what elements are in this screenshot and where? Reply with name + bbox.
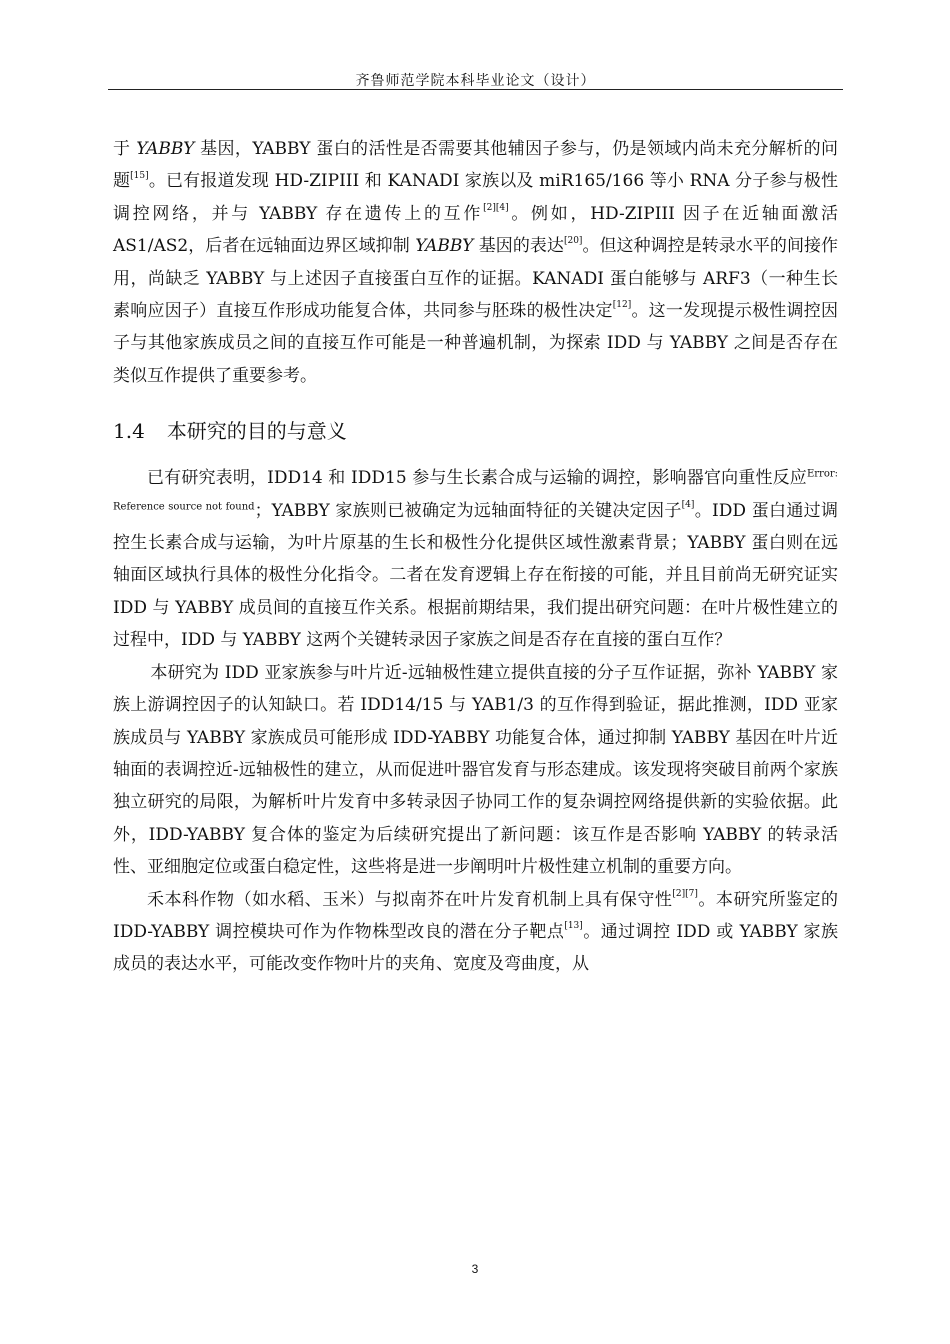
citation: [2][7] (672, 888, 698, 899)
citation: [15] (130, 170, 149, 181)
text-run: 。但这种调控是转录水平的间接作用，尚缺乏 YABBY 与上述因子直接蛋白互作的证据。KANADI 蛋白能够与 ARF3（一种生长素响应因子）直接互作形成功能复合体，共同参与胚珠的极性决定 (113, 236, 839, 322)
paragraph-4 (113, 884, 838, 981)
citation: [4] (681, 500, 695, 510)
citation: [13] (564, 921, 583, 932)
citation: [2][4] (483, 203, 509, 214)
section-heading (113, 416, 838, 446)
paragraph-2 (113, 462, 838, 656)
text-run: 已有研究表明，IDD14 和 IDD15 参与生长素合成与运输的调控，影响器官向重性反应 (147, 468, 807, 489)
text-run: 禾本科作物（如水稻、玉米）与拟南芥在叶片发育机制上具有保守性 (147, 889, 673, 910)
text-run: 于 (113, 139, 131, 159)
running-header: 齐鲁师范学院本科毕业论文（设计） (355, 73, 596, 89)
text-run: 基因，YABBY 蛋白的活性是否需要其他辅因子参与，仍是领域内尚未充分解析的问题 (113, 139, 838, 192)
citation: [12] (612, 300, 632, 311)
section-number: 1.4 (113, 419, 145, 444)
text-run: 。已有报道发现 HD-ZIPIII 和 KANADI 家族以及 miR165/166 等小 RNA 分子参与极性调控网络，并与 YABBY 存在遗传上的互作 (113, 171, 838, 224)
paragraph-1 (113, 133, 838, 392)
text-run: 。这一发现提示极性调控因子与其他家族成员之间的直接互作可能是一种普遍机制，为探索 IDD 与 YABBY 之间是否存在类似互作提供了重要参考。 (113, 301, 839, 386)
text-run: 。IDD 蛋白通过调控生长素合成与运输，为叶片原基的生长和极性分化提供区域性激素背景；YABBY 蛋白则在远轴面区域执行具体的极性分化指令。二者在发育逻辑上存在衔接的可能，并且目前尚无研究证实 IDD 与 YABBY 成员间的直接互作关系。根据前期结果，我们提出研究问题：在叶片极性建立的过程中，IDD 与 YABBY 这两个关键转录因子家族之间是否存在直接的蛋白互作？ (113, 500, 838, 651)
citation: [20] (563, 235, 583, 246)
page-number: 3 (471, 1262, 479, 1276)
gene-name-italic: YABBY (136, 139, 195, 159)
text-run: 。本研究所鉴定的 IDD-YABBY 调控模块可作为作物株型改良的潜在分子靶点 (113, 889, 839, 942)
text-run: 。例如，HD-ZIPIII 因子在近轴面激活 AS1/AS2，后者在远轴面边界区域抑制 (113, 203, 838, 257)
text-run: 。通过调控 IDD 或 YABBY 家族成员的表达水平，可能改变作物叶片的夹角、宽度及弯曲度，从 (113, 921, 838, 975)
section-title: 本研究的目的与意义 (166, 419, 347, 444)
header-rule (108, 89, 843, 90)
gene-name-italic: YABBY (415, 236, 474, 257)
text-run: ；YABBY 家族则已被确定为远轴面特征的关键决定因子 (254, 500, 682, 521)
reference-error: Error: Reference source not found (113, 468, 838, 512)
text-run: 基因的表达 (478, 236, 564, 257)
page-body (113, 133, 838, 981)
paragraph-3: 本研究为 IDD 亚家族参与叶片近-远轴极性建立提供直接的分子互作证据，弥补 YABBY 家族上游调控因子的认知缺口。若 IDD14/15 与 YAB1/3 的互作得到验证，据此推测，IDD 亚家族成员与 YABBY 家族成员可能形成 IDD-YABBY 功能复合体，通过抑制 YABBY 基因在叶片近轴面的表调控近-远轴极性的建立，从而促进叶器官发育与形态建成。该发现将突破目前两个家族独立研究的局限，为解析叶片发育中多转录因子协同工作的复杂调控网络提供新的实验依据。此外，IDD-YABBY 复合体的鉴定为后续研究提出了新问题：该互作是否影响 YABBY 的转录活性、亚细胞定位或蛋白稳定性，这些将是进一步阐明叶片极性建立机制的重要方向。 (113, 662, 838, 878)
